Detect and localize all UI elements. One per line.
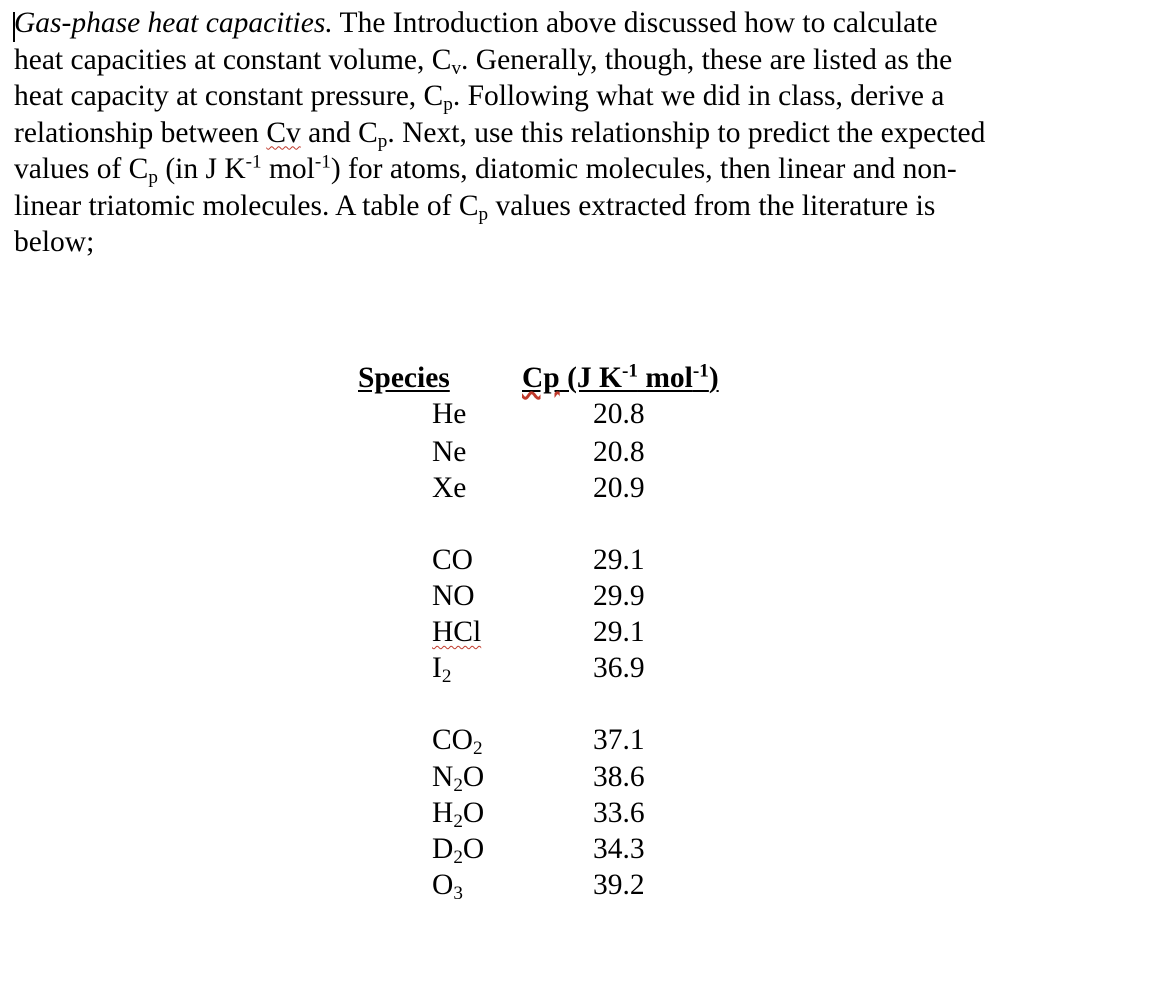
species-cell: Xe bbox=[432, 472, 467, 504]
species-cell: NO bbox=[432, 580, 475, 612]
cp-value-cell: 20.8 bbox=[593, 398, 645, 430]
species-cell: HCl bbox=[432, 616, 482, 648]
species-cell: Ne bbox=[432, 436, 467, 468]
paragraph-line-7: below; bbox=[14, 226, 95, 258]
cp-value-cell: 36.9 bbox=[593, 652, 645, 684]
paragraph-line-6: linear triatomic molecules. A table of $C_p$ values extracted from the literature is bbox=[14, 189, 936, 225]
paragraph-line-4: relationship between Cv and $C_p$. Next, use this relationship to predict the expected bbox=[14, 116, 986, 152]
species-cell: $O_3$ bbox=[432, 869, 463, 904]
paragraph-line-1: Gas-phase heat capacities. The Introduction above discussed how to calculate bbox=[14, 7, 938, 39]
species-cell: He bbox=[432, 398, 467, 430]
problem-title: Gas-phase heat capacities. bbox=[14, 7, 333, 39]
paragraph-line-5: values of $C_p$ (in J $K^{-1}$ mol$^{-1}$) for atoms, diatomic molecules, then linear and non- bbox=[14, 151, 957, 188]
cp-value-cell: 29.9 bbox=[593, 580, 645, 612]
cp-value-cell: 34.3 bbox=[593, 833, 645, 865]
species-cell: $H_2O$ bbox=[432, 797, 485, 832]
cp-value-cell: 20.9 bbox=[593, 472, 645, 504]
cp-value-cell: 39.2 bbox=[593, 869, 645, 901]
cp-value-cell: 38.6 bbox=[593, 761, 645, 793]
cp-value-cell: 33.6 bbox=[593, 797, 645, 829]
spellcheck-cp[interactable]: Cp bbox=[522, 362, 560, 394]
cp-value-cell: 29.1 bbox=[593, 616, 645, 648]
paragraph-line-3: heat capacity at constant pressure, $C_p$. Following what we did in class, derive a bbox=[14, 80, 945, 115]
cp-value-cell: 37.1 bbox=[593, 724, 645, 756]
species-cell: $I_2$ bbox=[432, 652, 452, 687]
cp-value-cell: 20.8 bbox=[593, 436, 645, 468]
spellcheck-cv[interactable]: Cv bbox=[266, 116, 301, 149]
species-cell: $D_2O$ bbox=[432, 833, 485, 868]
cp-value-cell: 29.1 bbox=[593, 544, 645, 576]
species-cell: CO bbox=[432, 544, 473, 576]
species-cell: $CO_2$ bbox=[432, 724, 483, 759]
paragraph-line-2: heat capacities at constant volume, $C_v$. Generally, though, these are listed as the bbox=[14, 43, 953, 79]
header-species: Species bbox=[358, 362, 450, 394]
header-cp: Cp (J $K^{-1}$ mol$^{-1}$) bbox=[522, 360, 719, 394]
species-cell: $N_2O$ bbox=[432, 761, 485, 796]
